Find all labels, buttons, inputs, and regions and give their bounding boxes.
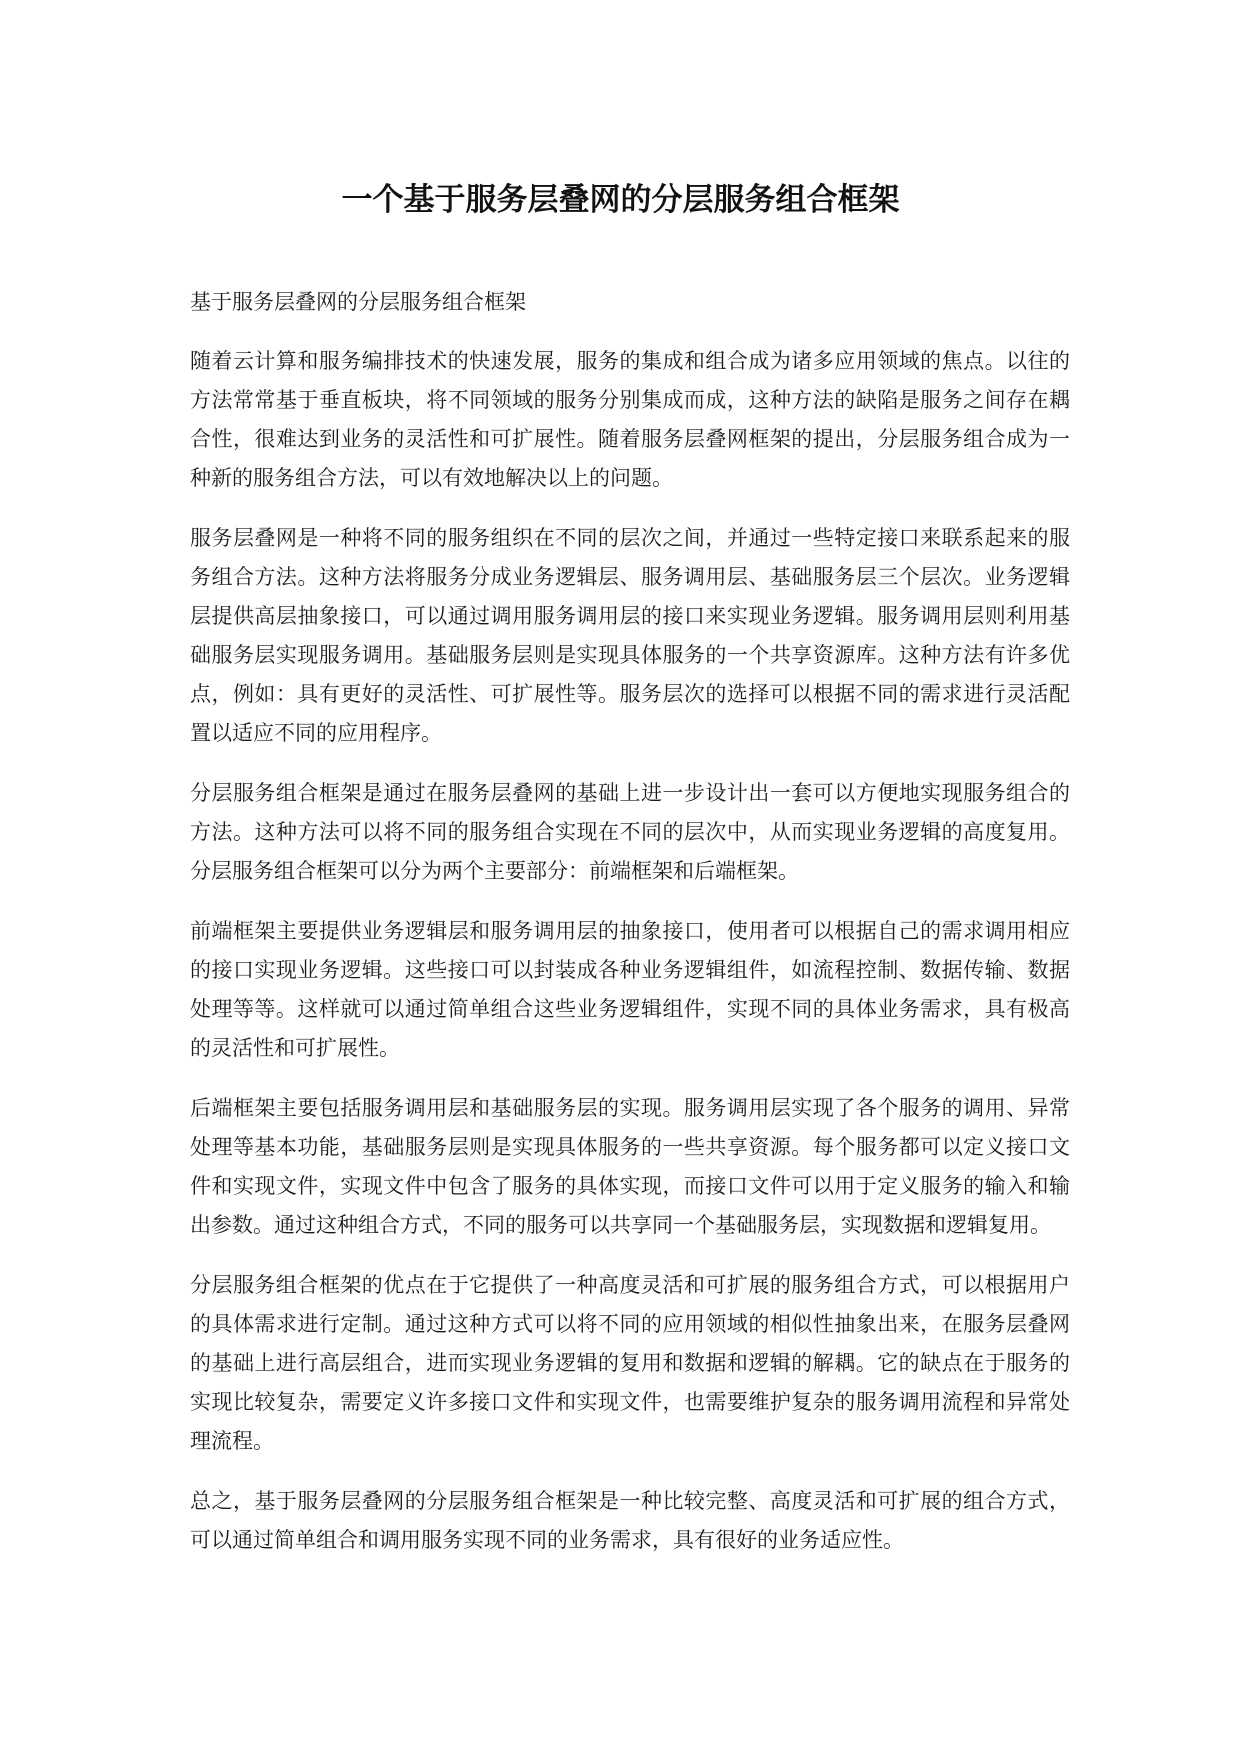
- paragraph-1: 随着云计算和服务编排技术的快速发展，服务的集成和组合成为诸多应用领域的焦点。以往的方法常常基于垂直板块，将不同领域的服务分别集成而成，这种方法的缺陷是服务之间存在耦合性，很难达到业务的灵活性和可扩展性。随着服务层叠网框架的提出，分层服务组合成为一种新的服务组合方法，可以有效地解决以上的问题。: [190, 349, 1070, 490]
- paragraph-7: 总之，基于服务层叠网的分层服务组合框架是一种比较完整、高度灵活和可扩展的组合方式，可以通过简单组合和调用服务实现不同的业务需求，具有很好的业务适应性。: [190, 1489, 1070, 1552]
- paragraph-5: 后端框架主要包括服务调用层和基础服务层的实现。服务调用层实现了各个服务的调用、异常处理等基本功能，基础服务层则是实现具体服务的一些共享资源。每个服务都可以定义接口文件和实现文件，实现文件中包含了服务的具体实现，而接口文件可以用于定义服务的输入和输出参数。通过这种组合方式，不同的服务可以共享同一个基础服务层，实现数据和逻辑复用。: [190, 1096, 1070, 1237]
- document-body: [190, 283, 1070, 1581]
- document-subtitle: 基于服务层叠网的分层服务组合框架: [190, 290, 526, 314]
- document-title: 一个基于服务层叠网的分层服务组合框架: [341, 182, 900, 218]
- paragraph-3: 分层服务组合框架是通过在服务层叠网的基础上进一步设计出一套可以方便地实现服务组合的方法。这种方法可以将不同的服务组合实现在不同的层次中，从而实现业务逻辑的高度复用。分层服务组合框架可以分为两个主要部分：前端框架和后端框架。: [190, 781, 1070, 883]
- paragraph-2: 服务层叠网是一种将不同的服务组织在不同的层次之间，并通过一些特定接口来联系起来的服务组合方法。这种方法将服务分成业务逻辑层、服务调用层、基础服务层三个层次。业务逻辑层提供高层抽象接口，可以通过调用服务调用层的接口来实现业务逻辑。服务调用层则利用基础服务层实现服务调用。基础服务层则是实现具体服务的一个共享资源库。这种方法有许多优点，例如：具有更好的灵活性、可扩展性等。服务层次的选择可以根据不同的需求进行灵活配置以适应不同的应用程序。: [190, 526, 1070, 745]
- paragraph-6: 分层服务组合框架的优点在于它提供了一种高度灵活和可扩展的服务组合方式，可以根据用户的具体需求进行定制。通过这种方式可以将不同的应用领域的相似性抽象出来，在服务层叠网的基础上进行高层组合，进而实现业务逻辑的复用和数据和逻辑的解耦。它的缺点在于服务的实现比较复杂，需要定义许多接口文件和实现文件，也需要维护复杂的服务调用流程和异常处理流程。: [190, 1273, 1070, 1453]
- paragraph-4: 前端框架主要提供业务逻辑层和服务调用层的抽象接口，使用者可以根据自己的需求调用相应的接口实现业务逻辑。这些接口可以封装成各种业务逻辑组件，如流程控制、数据传输、数据处理等等。这样就可以通过简单组合这些业务逻辑组件，实现不同的具体业务需求，具有极高的灵活性和可扩展性。: [190, 919, 1070, 1060]
